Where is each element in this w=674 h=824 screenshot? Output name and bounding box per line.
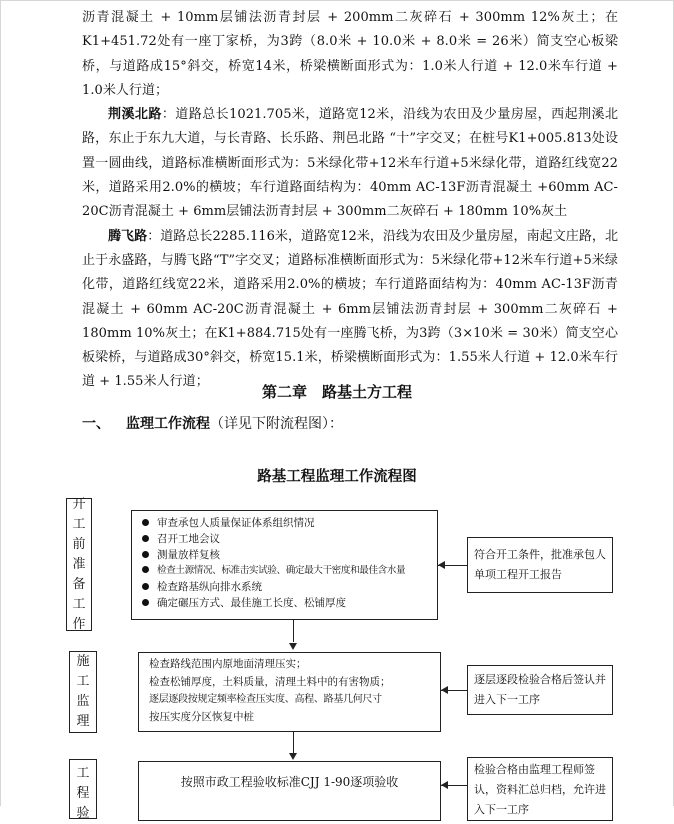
stage-label-acceptance xyxy=(69,759,97,819)
task-text: 逐层逐段按规定频率检查压实度、高程、路基几何尺寸 xyxy=(149,694,382,705)
connector-line xyxy=(293,732,294,754)
approval-note-construction: 逐层逐段检验合格后签认并进入下一工序 xyxy=(467,665,613,715)
arrow-down-icon xyxy=(289,643,297,650)
arrow-down-icon xyxy=(289,753,297,760)
stage-label-char: 准 xyxy=(72,556,86,572)
bullet-icon xyxy=(142,583,149,590)
task-text: 检查土源情况、标准击实试验、确定最大干密度和最佳含水量 xyxy=(157,565,406,576)
section-title: 监理工作流程 xyxy=(126,416,210,432)
document-body xyxy=(82,6,618,395)
acceptance-box: 按照市政工程验收标准CJJ 1-90逐项验收 xyxy=(138,761,441,821)
task-item xyxy=(142,579,429,595)
chapter-heading: 第二章 路基土方工程 xyxy=(261,383,412,401)
task-item xyxy=(149,709,432,727)
stage-label-char: 工 xyxy=(76,674,90,689)
road-name-tengfei: 腾飞路 xyxy=(108,228,148,244)
task-item xyxy=(149,656,432,674)
task-item xyxy=(142,515,429,531)
paragraph-road1-continued: 沥青混凝土 + 10mm层铺法沥青封层 + 200mm二灰碎石 + 300mm 12%灰土；在K1+451.72处有一座丁家桥，为3跨（8.0米 + 10.0米 + 8.0米 = 26米）简支空心板梁桥，与道路成15°斜交，桥宽14米，桥梁横断面形式为：1.0米人行道 + 12.0米车行道 + 1.0米人行道； xyxy=(82,10,618,98)
task-item xyxy=(142,563,429,579)
section-suffix: （详见下附流程图）： xyxy=(210,416,343,432)
arrow-left-icon xyxy=(438,561,445,569)
stage-label-char: 程 xyxy=(76,786,90,801)
task-text: 确定碾压方式、最佳施工长度、松铺厚度 xyxy=(157,597,346,609)
task-text: 召开工地会议 xyxy=(157,533,220,545)
stage-label-char: 前 xyxy=(72,536,86,552)
task-item xyxy=(149,691,432,709)
tasks-box-construction xyxy=(138,652,441,732)
stage-label-char: 工 xyxy=(72,516,86,532)
arrow-left-icon xyxy=(441,781,448,789)
task-text: 测量放样复核 xyxy=(157,549,220,561)
bullet-icon xyxy=(142,551,149,558)
stage-label-char: 施 xyxy=(76,654,90,669)
stage-label-char: 工 xyxy=(76,766,90,781)
paragraph-tengfei-road xyxy=(82,225,618,395)
stage-label-char: 开 xyxy=(72,496,86,512)
task-item xyxy=(149,674,432,692)
stage-label-char: 理 xyxy=(76,714,90,729)
task-text: 审查承包人质量保证体系组织情况 xyxy=(157,517,315,529)
arrow-left-icon xyxy=(441,686,448,694)
section-number: 一、 xyxy=(82,416,110,432)
bullet-icon xyxy=(142,519,149,526)
stage-label-char: 验 xyxy=(76,806,90,821)
bullet-icon xyxy=(142,599,149,606)
approval-note-preparation: 符合开工条件，批准承包人单项工程开工报告 xyxy=(467,537,613,593)
paragraph-jingxi-road xyxy=(82,103,618,224)
task-item xyxy=(142,531,429,547)
connector-line xyxy=(293,620,294,642)
task-text: 检查路线范围内原地面清理压实； xyxy=(149,658,307,670)
road-description-tengfei: ：道路总长2285.116米，道路宽12米，沿线为农田及少量房屋，南起文庄路，北止于永盛路，与腾飞路“T”字交叉；道路标准横断面形式为：5米绿化带+12米车行道+5米绿化带，道路红线宽22米，道路采用2.0%的横坡；车行道路面结构为：40mm AC-13F沥青混凝土 + 60mm AC-20C沥青混凝土 + 6mm层铺法沥青封层 + 300mm二灰碎石 + 180mm 10%灰土；在K1+884.715处有一座腾飞桥，为3跨（3×10米 = 30米）简支空心板梁桥，与道路成30°斜交，桥宽15.1米，桥梁横断面形式为：1.55米人行道 + 12.0米车行道 + 1.55米人行道； xyxy=(82,228,619,390)
road-name-jingxi: 荆溪北路 xyxy=(108,107,162,123)
stage-label-char: 监 xyxy=(76,694,90,709)
page-frame-top xyxy=(0,0,674,1)
stage-label-char: 备 xyxy=(72,576,86,592)
tasks-box-preparation xyxy=(131,510,438,620)
road-description-jingxi: ：道路总长1021.705米，道路宽12米，沿线为农田及少量房屋，西起荆溪北路，东止于东九大道，与长青路、长乐路、荆邑北路 “十”字交叉；在桩号K1+005.813处设置一圆曲线，道路标准横断面形式为：5米绿化带+12米车行道+5米绿化带，道路红线宽22米，道路采用2.0%的横坡；车行道路面结构为：40mm AC-13F沥青混凝土 +60mm AC-20C沥青混凝土 + 6mm层铺法沥青封层 + 300mm二灰碎石 + 180mm 10%灰土 xyxy=(82,107,618,220)
task-text: 按压实度分区恢复中桩 xyxy=(149,710,254,723)
bullet-icon xyxy=(142,566,149,573)
stage-label-char: 作 xyxy=(72,616,86,632)
task-text: 检查路基纵向排水系统 xyxy=(157,581,262,593)
approval-note-acceptance: 检验合格由监理工程师签认，资料汇总归档，允许进入下一工序 xyxy=(467,757,613,821)
stage-label-construction-supervision xyxy=(69,651,97,733)
task-text: 检查松铺厚度，土料质量，清理土料中的有害物质； xyxy=(149,675,391,688)
task-item xyxy=(142,595,429,611)
flowchart-title: 路基工程监理工作流程图 xyxy=(257,468,417,485)
section-heading xyxy=(82,412,343,436)
task-item xyxy=(142,547,429,563)
stage-label-char: 工 xyxy=(72,596,86,612)
bullet-icon xyxy=(142,535,149,542)
stage-label-preparation xyxy=(66,498,92,631)
